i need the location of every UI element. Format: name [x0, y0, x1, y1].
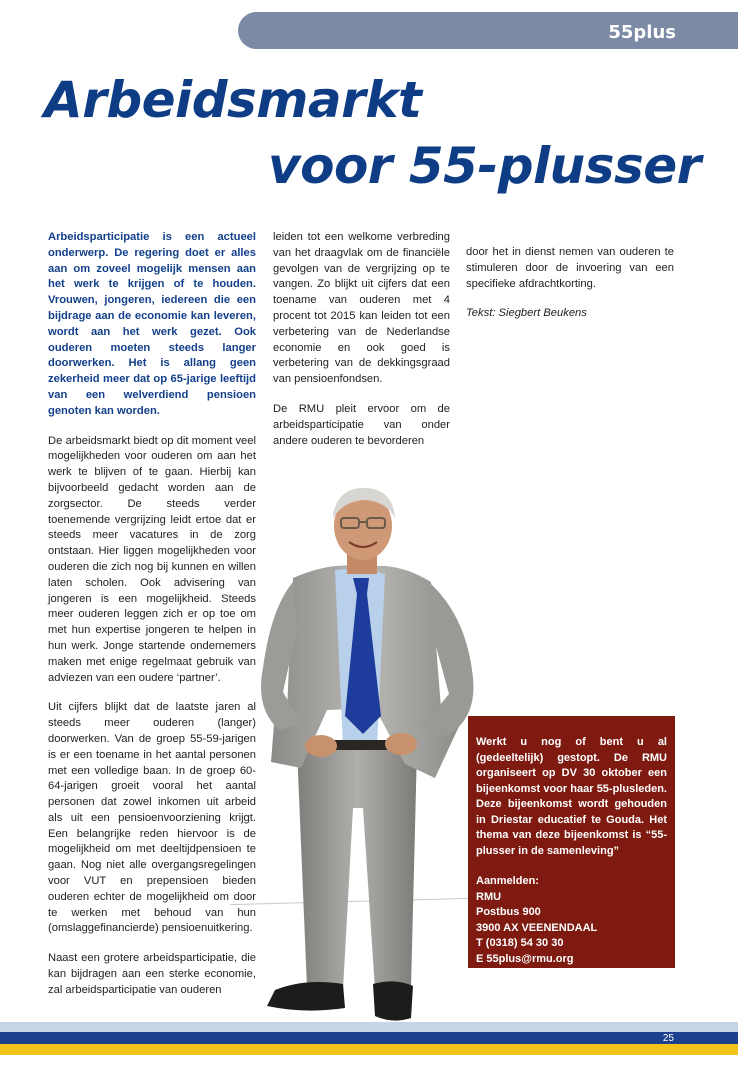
page-number: 25 [662, 1033, 674, 1044]
registration-postcode-city: 3900 AX VEENENDAAL [476, 921, 598, 934]
event-info-box [468, 716, 675, 968]
registration-email[interactable]: E 55plus@rmu.org [476, 952, 574, 965]
man-in-suit-photo [235, 478, 493, 1030]
article-paragraph-4-start: De RMU pleit ervoor om de arbeidsparticipatie van onder andere ouderen te bevorderen [273, 402, 450, 447]
registration-postbox: Postbus 900 [476, 906, 541, 918]
registration-label: Aanmelden: [476, 875, 539, 887]
section-label: 55plus [608, 22, 676, 43]
registration-block [476, 874, 667, 967]
event-info-text: Werkt u nog of bent u al (gedeeltelijk) gestopt. De RMU organiseert op DV 30 oktober een bijeenkomst voor haar 55-plusleden. Deze bijeenkomst wordt gehouden in Driestar educatief te Gouda. Het thema van deze bijeenkomst is “55-plusser in de samenleving” [476, 736, 667, 857]
article-paragraph-1: De arbeidsmarkt biedt op dit moment veel mogelijkheden voor ouderen om aan het werk te blijven of te gaan. Hierbij kan bijvoorbeeld gedacht worden aan de zorgsector. De steeds verder toenemende vergrijzing leidt ertoe dat er steeds meer vacatures in de zorg ontstaan. Hier liggen mogelijkheden voor ouderen die zich nog bij kunnen en willen laten scholen. Ook advisering van jongeren is een mogelijkheid. Steeds meer ouderen leggen zich er op toe om met hun expertise jongeren te helpen in hun werk. Jonge startende ondernemers maken met enige regelmaat gebruik van adviezen van een oudere ‘partner’. [48, 434, 256, 684]
article-paragraph-4-cont: door het in dienst nemen van ouderen te stimuleren door de invoering van een specifieke afdrachtkorting. [466, 246, 674, 290]
registration-phone: T (0318) 54 30 30 [476, 937, 564, 949]
article-paragraph-3-cont: leiden tot een welkome verbreding van het draagvlak om de financiële gevolgen van de vergrijzing op te vangen. Zo blijkt uit cijfers dat een toename van ouderen met 4 procent tot 2015 kan leiden tot een verbetering van de Nederlandse economie en ook goed is verbetering van de dekkingsgraad van pensioenfondsen. [273, 231, 450, 386]
article-column-3 [466, 245, 674, 336]
footer-band-blue [0, 1032, 738, 1044]
footer-band-yellow [0, 1044, 738, 1055]
article-intro: Arbeidsparticipatie is een actueel onderwerp. De regering doet er alles aan om zoveel mogelijk mensen aan het werk te krijgen of te houden. Vrouwen, jongeren, iedereen die een bijdrage aan de economie kan leveren, wordt aan het werk gezet. Ook ouderen moeten steeds langer doorwerken. Het is allang geen zekerheid meer dat op 65-jarige leeftijd van een welverdiend pensioen genoten kan worden. [48, 231, 256, 417]
article-column-2 [273, 230, 450, 463]
footer-band-light [0, 1022, 738, 1032]
title-line-1: Arbeidsmarkt [44, 71, 422, 129]
article-credit: Tekst: Siegbert Beukens [466, 307, 587, 320]
article-paragraph-3-start: Naast een grotere arbeidsparticipatie, die kan bijdragen aan een sterke economie, zal arbeidsparticipatie van ouderen [48, 952, 256, 996]
article-column-1 [48, 230, 256, 1013]
registration-org: RMU [476, 890, 502, 903]
title-line-2: voor 55-plusser [268, 137, 701, 195]
section-tab [238, 12, 738, 49]
article-paragraph-2: Uit cijfers blijkt dat de laatste jaren al steeds meer ouderen (langer) doorwerken. Van de groep 55-59-jarigen is er een toename in het aantal personen met een volledige baan. In de groep 60-64-jarigen groeit vooral het aantal personen dat zowel inkomen uit arbeid als uit een pensioenvoorziening krijgt. Een belangrijke reden hiervoor is de mogelijkheid om met deeltijdpensioen te gaan. Nog niet alle overgangsregelingen voor VUT en prepensioen bieden ouderen echter de mogelijkheid om door te werken met behoud van hun (omslaggefinancierde) pensioenuitkering. [48, 701, 256, 935]
